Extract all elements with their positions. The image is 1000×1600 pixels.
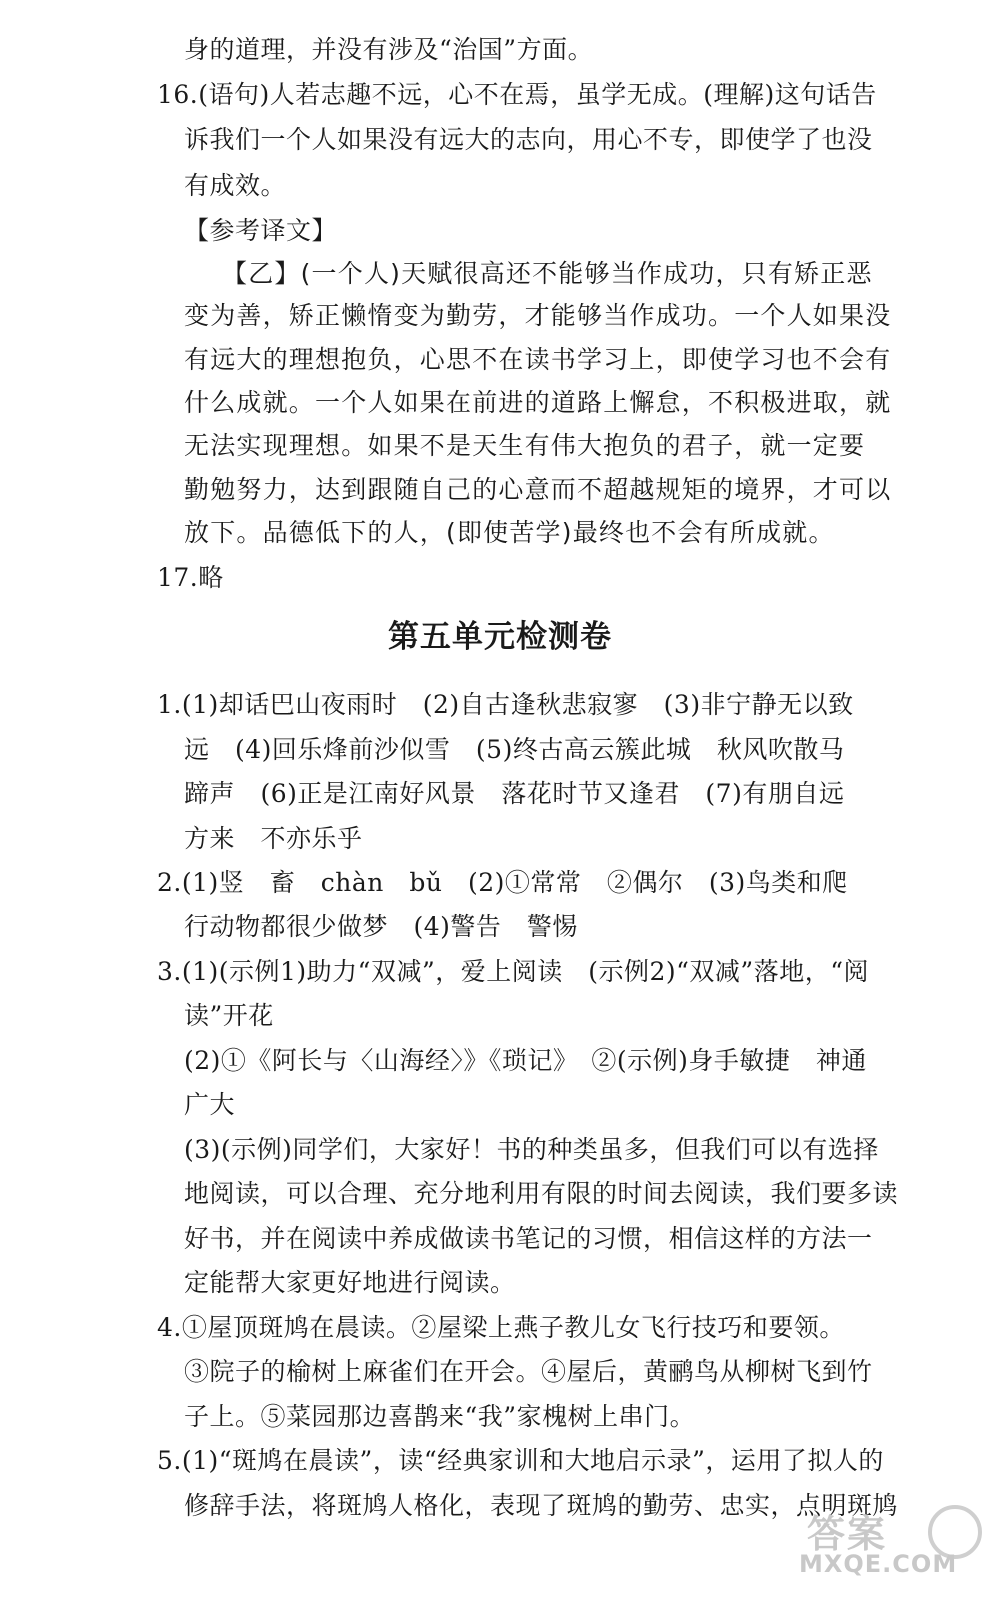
- text-line: 5.(1)“斑鸠在晨读”，读“经典家训和大地启示录”，运用了拟人的: [157, 1446, 884, 1475]
- translation-line: 变为善，矫正懒惰变为勤劳，才能够当作成功。一个人如果没: [184, 301, 892, 330]
- translation-line: 勤勉努力，达到跟随自己的心意而不超越规矩的境界，才可以: [184, 475, 892, 504]
- text-line: 远 (4)回乐烽前沙似雪 (5)终古高云簇此城 秋风吹散马: [184, 735, 845, 764]
- translation-line: 【乙】(一个人)天赋很高还不能够当作成功，只有矫正恶: [222, 259, 873, 288]
- text-line: 2.(1)竖 畜 chàn bǔ (2)①常常 ②偶尔 (3)鸟类和爬: [157, 868, 848, 897]
- text-line: 诉我们一个人如果没有远大的志向，用心不专，即使学了也没: [184, 125, 873, 154]
- text-line: 行动物都很少做梦 (4)警告 警惕: [184, 912, 578, 941]
- text-line: (3)(示例)同学们，大家好！书的种类虽多，但我们可以有选择: [184, 1135, 879, 1164]
- watermark-logo: [797, 1503, 982, 1578]
- text-line: 修辞手法，将斑鸠人格化，表现了斑鸠的勤劳、忠实，点明斑鸠: [184, 1491, 899, 1520]
- translation-line: 无法实现理想。如果不是天生有伟大抱负的君子，就一定要: [184, 431, 866, 460]
- translation-line: 什么成就。一个人如果在前进的道路上懈怠，不积极进取，就: [184, 388, 892, 417]
- text-line: 方来 不亦乐乎: [184, 824, 363, 853]
- translation-line: 放下。品德低下的人，(即使苦学)最终也不会有所成就。: [184, 518, 835, 547]
- text-line: 定能帮大家更好地进行阅读。: [184, 1268, 516, 1297]
- text-line: 1.(1)却话巴山夜雨时 (2)自古逢秋悲寂寥 (3)非宁静无以致: [157, 690, 854, 719]
- watermark-top-text: 答案: [807, 1512, 888, 1556]
- text-line: 蹄声 (6)正是江南好风景 落花时节又逢君 (7)有朋自远: [184, 779, 845, 808]
- section-heading: 第五单元检测卷: [388, 619, 612, 655]
- text-line: 3.(1)(示例1)助力“双减”，爱上阅读 (示例2)“双减”落地，“阅: [157, 957, 869, 986]
- text-line: 17.略: [157, 563, 224, 592]
- text-line: 子上。⑤菜园那边喜鹊来“我”家槐树上串门。: [184, 1402, 696, 1431]
- text-line: 16.(语句)人若志趣不远，心不在焉，虽学无成。(理解)这句话告: [157, 80, 877, 109]
- watermark-bottom-text: MXQE.COM: [799, 1550, 958, 1578]
- text-line: 广大: [184, 1090, 236, 1119]
- text-line: 4.①屋顶斑鸠在晨读。②屋梁上燕子教儿女飞行技巧和要领。: [157, 1313, 845, 1342]
- text-line: 身的道理，并没有涉及“治国”方面。: [184, 35, 594, 64]
- translation-line: 有远大的理想抱负，心思不在读书学习上，即使学习也不会有: [184, 345, 892, 374]
- text-line: 有成效。: [184, 171, 287, 200]
- text-line: 读”开花: [184, 1001, 274, 1030]
- text-line: ③院子的榆树上麻雀们在开会。④屋后，黄鹂鸟从柳树飞到竹: [184, 1357, 873, 1386]
- text-line: 地阅读，可以合理、充分地利用有限的时间去阅读，我们要多读: [184, 1179, 899, 1208]
- text-line: (2)①《阿长与〈山海经〉》《琐记》 ②(示例)身手敏捷 神通: [184, 1046, 867, 1075]
- text-line: 好书，并在阅读中养成做读书笔记的习惯，相信这样的方法一: [184, 1224, 873, 1253]
- reference-translation-label: 【参考译文】: [184, 216, 338, 245]
